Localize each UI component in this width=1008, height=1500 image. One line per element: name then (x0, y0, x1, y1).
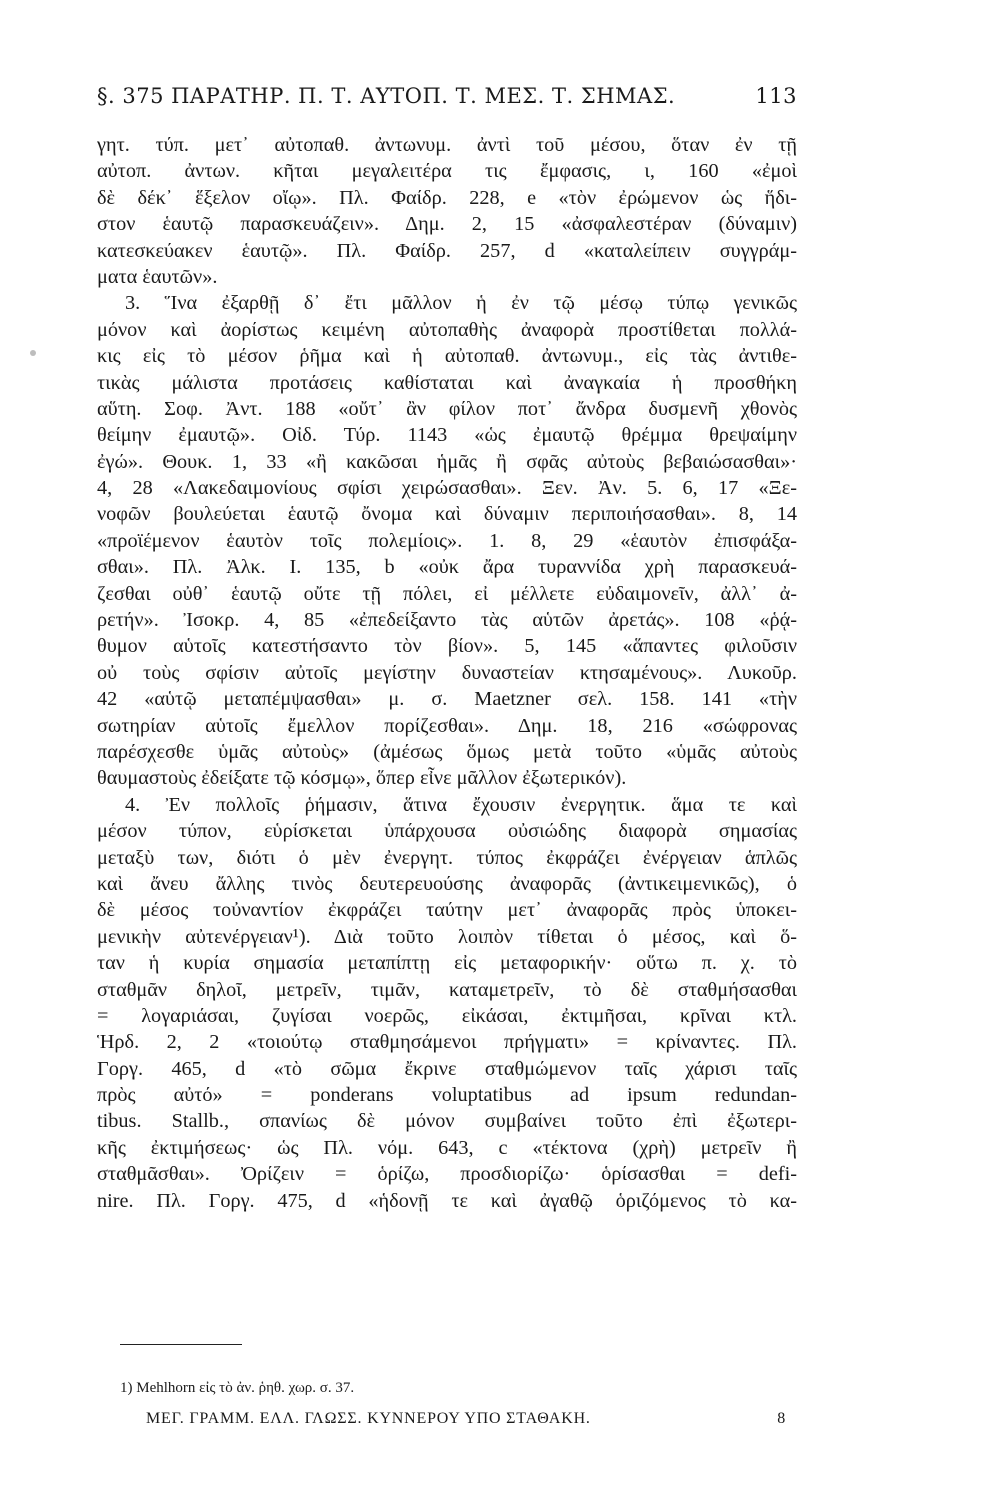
text-line: nire. Πλ. Γοργ. 475, d «ἡδονῇ τε καὶ ἀγαθῷ ὁριζόμενος τὸ κα- (97, 1189, 797, 1212)
text-line: κῆς ἐκτιμήσεως· ὡς Πλ. νόμ. 643, c «τέκτονα (χρὴ) μετρεῖν ἢ (97, 1136, 797, 1159)
text-line: κατεσκεύακεν ἑαυτῷ». Πλ. Φαίδρ. 257, d «καταλείπειν συγγράμ- (97, 239, 797, 262)
text-line: σταθμᾶσθαι». Ὀρίζειν = ὁρίζω, προσδιορίζω· ὁρίσασθαι = defi- (97, 1163, 797, 1186)
text-line: νοφῶν βουλεύεται ἑαυτῷ ὄνομα καὶ δύναμιν περιποιήσασθαι». 8, 14 (97, 503, 797, 526)
text-line: δὲ δέκ᾽ ἕξελον οἴῳ». Πλ. Φαίδρ. 228, e «τὸν ἐρώμενον ὡς ἥδι- (97, 186, 797, 209)
text-line: παρέσχεσθε ὑμᾶς αὐτοὺς» (ἀμέσως ὅμως μετὰ τοῦτο «ὑμᾶς αὐτοὺς (97, 740, 797, 763)
running-header-title: §. 375 ΠΑΡΑΤΗΡ. Π. Τ. ΑΥΤΟΠ. Τ. ΜΕΣ. Τ. ΣΗΜΑΣ. (97, 84, 676, 108)
text-line: 42 «αὑτῷ μεταπέμψασθαι» μ. σ. Maetzner σελ. 158. 141 «τὴν (97, 688, 797, 711)
text-line: 4, 28 «Λακεδαιμονίους σφίσι χειρώσασθαι». Ξεν. Ἀν. 5. 6, 17 «Ξε- (97, 477, 797, 500)
footnote: 1) Mehlhorn εἰς τὸ ἀν. ῥηθ. χωρ. σ. 37. (120, 1380, 355, 1396)
paragraph-3-start: 3. Ἵνα ἐξαρθῇ δ᾽ ἔτι μᾶλλον ἡ ἐν τῷ μέσῳ τύπῳ γενικῶς (125, 292, 797, 315)
text-line: θείμην ἐμαυτῷ». Οἰδ. Τύρ. 1143 «ὡς ἐμαυτῷ θρέμμα θρεψαίμην (97, 424, 797, 447)
text-line: στον ἑαυτῷ παρασκευάζειν». Δημ. 2, 15 «ἀσφαλεστέραν (δύναμιν) (97, 213, 797, 236)
text-line: σταθμᾶν δηλοῖ, μετρεῖν, τιμᾶν, καταμετρεῖν, τὸ δὲ σταθμήσασθαι (97, 978, 797, 1001)
text-line: tibus. Stallb., σπανίως δὲ μόνον συμβαίνει τοῦτο ἐπὶ ἐξωτερι- (97, 1110, 797, 1133)
text-line: μόνον καὶ ἀορίστως κειμένη αὐτοπαθὴς ἀναφορὰ προστίθεται πολλά- (97, 318, 797, 341)
text-line: «προϊέμενον ἑαυτὸν τοῖς πολεμίοις». 1. 8, 29 «ἑαυτὸν ἐπισφάξα- (97, 529, 797, 552)
text-line: αὕτη. Σοφ. Ἀντ. 188 «οὔτ᾽ ἂν φίλον ποτ᾽ ἄνδρα δυσμενῆ χθονὸς (97, 397, 797, 420)
text-line: μεταξὺ των, διότι ὁ μὲν ἐνεργητ. τύπος ἐκφράζει ἐνέργειαν ἁπλῶς (97, 846, 797, 869)
sheet-number: 8 (777, 1410, 786, 1427)
running-header (97, 84, 797, 118)
text-line: Γοργ. 465, d «τὸ σῶμα ἔκρινε σταθμώμενον ταῖς χάρισι ταῖς (97, 1057, 797, 1080)
text-line: μέσον τύπον, εὑρίσκεται ὑπάρχουσα οὐσιώδης διαφορὰ σημασίας (97, 820, 797, 843)
text-line: ρετήν». Ἰσοκρ. 4, 85 «ἐπεδείξαντο τὰς αὑτῶν ἀρετάς». 108 «ῥᾴ- (97, 609, 797, 632)
text-line: δὲ μέσος τοὐναντίον ἐκφράζει ταύτην μετ᾽ ἀναφορᾶς πρὸς ὑποκει- (97, 899, 797, 922)
text-line: πρὸς αὐτό» = ponderans voluptatibus ad ipsum redundan- (97, 1084, 797, 1107)
text-line: μενικὴν αὐτενέργειαν¹). Διὰ τοῦτο λοιπὸν τίθεται ὁ μέσος, καὶ ὅ- (97, 925, 797, 948)
text-line: ζεσθαι οὐθ᾽ ἑαυτῷ οὔτε τῇ πόλει, εἰ μέλλετε εὐδαιμονεῖν, ἀλλ᾽ ἀ- (97, 582, 797, 605)
text-line: ματα ἑαυτῶν». (97, 265, 218, 288)
text-line: κις εἰς τὸ μέσον ῥῆμα καὶ ἡ αὐτοπαθ. ἀντωνυμ., εἰς τὰς ἀντιθε- (97, 345, 797, 368)
page-number: 113 (755, 84, 797, 108)
text-line: θαυμαστοὺς ἐδείξατε τῷ κόσμῳ», ὅπερ εἶνε μᾶλλον ἐξωτερικόν). (97, 767, 627, 790)
text-line: ταν ἡ κυρία σημασία μεταπίπτῃ εἰς μεταφορικήν· οὕτω π. χ. τὸ (97, 952, 797, 975)
signature-text: ΜΕΓ. ΓΡΑΜΜ. ΕΛΛ. ΓΛΩΣΣ. ΚΥΝΝΕΡΟΥ ΥΠΟ ΣΤΑΘΑΚΗ. (146, 1410, 591, 1427)
text-line: οὐ τοὺς σφίσιν αὐτοῖς μεγίστην δυναστείαν κτησαμένους». Λυκοῦρ. (97, 661, 797, 684)
text-line: σθαι». Πλ. Ἀλκ. I. 135, b «οὐκ ἄρα τυραννίδα χρὴ παρασκευά- (97, 556, 797, 579)
margin-speck (30, 350, 36, 356)
text-line: σωτηρίαν αὑτοῖς ἔμελλον πορίζεσθαι». Δημ. 18, 216 «σώφρονας (97, 714, 797, 737)
text-line: τικὰς μάλιστα προτάσεις καθίσταται καὶ ἀναγκαία ἡ προσθήκη (97, 371, 797, 394)
text-line: καὶ ἄνευ ἄλλης τινὸς δευτερευούσης ἀναφορᾶς (ἀντικειμενικῶς), ὁ (97, 872, 797, 895)
body-text (97, 132, 797, 1214)
text-line: θυμον αὑτοῖς κατεστήσαντο τὸν βίον». 5, 145 «ἅπαντες φιλοῦσιν (97, 635, 797, 658)
paragraph-4-start: 4. Ἐν πολλοῖς ῥήμασιν, ἅτινα ἔχουσιν ἐνεργητικ. ἅμα τε καὶ (125, 793, 797, 816)
printer-signature (146, 1410, 786, 1428)
text-line: = λογαριάσαι, ζυγίσαι νοερῶς, εἰκάσαι, ἐκτιμῆσαι, κρῖναι κτλ. (97, 1004, 797, 1027)
text-line: ἐγώ». Θουκ. 1, 33 «ἢ κακῶσαι ἡμᾶς ἢ σφᾶς αὐτοὺς βεβαιώσασθαι»· (97, 450, 797, 473)
text-line: γητ. τύπ. μετ᾽ αὐτοπαθ. ἀντωνυμ. ἀντὶ τοῦ μέσου, ὅταν ἐν τῇ (97, 134, 797, 156)
footnote-rule (120, 1344, 242, 1345)
text-line: αὐτοπ. ἀντων. κῆται μεγαλειτέρα τις ἔμφασις, ι, 160 «ἐμοὶ (97, 160, 797, 183)
text-line: Ἡρδ. 2, 2 «τοιούτῳ σταθμησάμενοι πρήγματι» = κρίναντες. Πλ. (97, 1031, 797, 1054)
